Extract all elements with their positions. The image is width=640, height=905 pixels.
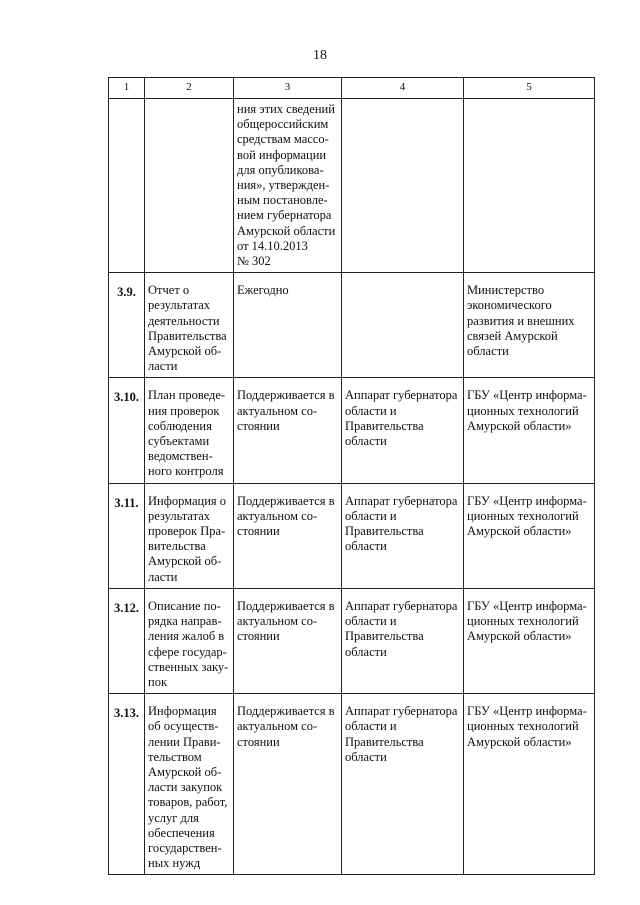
row-number xyxy=(109,99,145,273)
item-name: Информация о результатах проверок Пра- вительства Амурской об- ласти xyxy=(145,483,234,588)
item-responsible xyxy=(342,273,464,378)
item-executor xyxy=(464,99,595,273)
item-responsible xyxy=(342,99,464,273)
item-executor: ГБУ «Центр информа- ционных технологий Амурской области» xyxy=(464,378,595,483)
table-row xyxy=(109,483,595,588)
column-header: 3 xyxy=(234,78,342,99)
item-period: Поддерживается в актуальном со- стоянии xyxy=(234,694,342,875)
item-period: Ежегодно xyxy=(234,273,342,378)
item-responsible: Аппарат губернатора области и Правительства области xyxy=(342,378,464,483)
item-responsible: Аппарат губернатора области и Правительства области xyxy=(342,483,464,588)
table-row xyxy=(109,99,595,273)
table-row xyxy=(109,378,595,483)
item-responsible: Аппарат губернатора области и Правительства области xyxy=(342,588,464,693)
item-name: Информация об осуществ- лении Прави- тельством Амурской об- ласти закупок товаров, работ, услуг для обеспечения государствен- ных нужд xyxy=(145,694,234,875)
item-name xyxy=(145,99,234,273)
column-header: 5 xyxy=(464,78,595,99)
item-period: Поддерживается в актуальном со- стоянии xyxy=(234,378,342,483)
item-name: Описание по- рядка направ- ления жалоб в сфере государ- ственных заку- пок xyxy=(145,588,234,693)
column-header: 2 xyxy=(145,78,234,99)
item-name: План проведе- ния проверок соблюдения субъектами ведомствен- ного контроля xyxy=(145,378,234,483)
item-period: Поддерживается в актуальном со- стоянии xyxy=(234,483,342,588)
column-header: 4 xyxy=(342,78,464,99)
item-executor: ГБУ «Центр информа- ционных технологий Амурской области» xyxy=(464,588,595,693)
item-executor: ГБУ «Центр информа- ционных технологий Амурской области» xyxy=(464,483,595,588)
item-executor: ГБУ «Центр информа- ционных технологий Амурской области» xyxy=(464,694,595,875)
item-period: Поддерживается в актуальном со- стоянии xyxy=(234,588,342,693)
row-number: 3.13. xyxy=(109,694,145,875)
row-number: 3.9. xyxy=(109,273,145,378)
row-number: 3.10. xyxy=(109,378,145,483)
item-executor: Министерство экономического развития и внешних связей Амурской области xyxy=(464,273,595,378)
table-row xyxy=(109,694,595,875)
table-header-row xyxy=(109,78,595,99)
item-period: ния этих сведений общероссийским средствам массо- вой информации для опубликова- ния», утвержден- ным постановле- нием губернатора Амурской области от 14.10.2013 № 302 xyxy=(234,99,342,273)
document-table xyxy=(108,77,595,875)
row-number: 3.12. xyxy=(109,588,145,693)
table-row xyxy=(109,588,595,693)
item-responsible: Аппарат губернатора области и Правительства области xyxy=(342,694,464,875)
page-number: 18 xyxy=(313,48,327,63)
table-row xyxy=(109,273,595,378)
column-header: 1 xyxy=(109,78,145,99)
item-name: Отчет о результатах деятельности Правительства Амурской об- ласти xyxy=(145,273,234,378)
row-number: 3.11. xyxy=(109,483,145,588)
